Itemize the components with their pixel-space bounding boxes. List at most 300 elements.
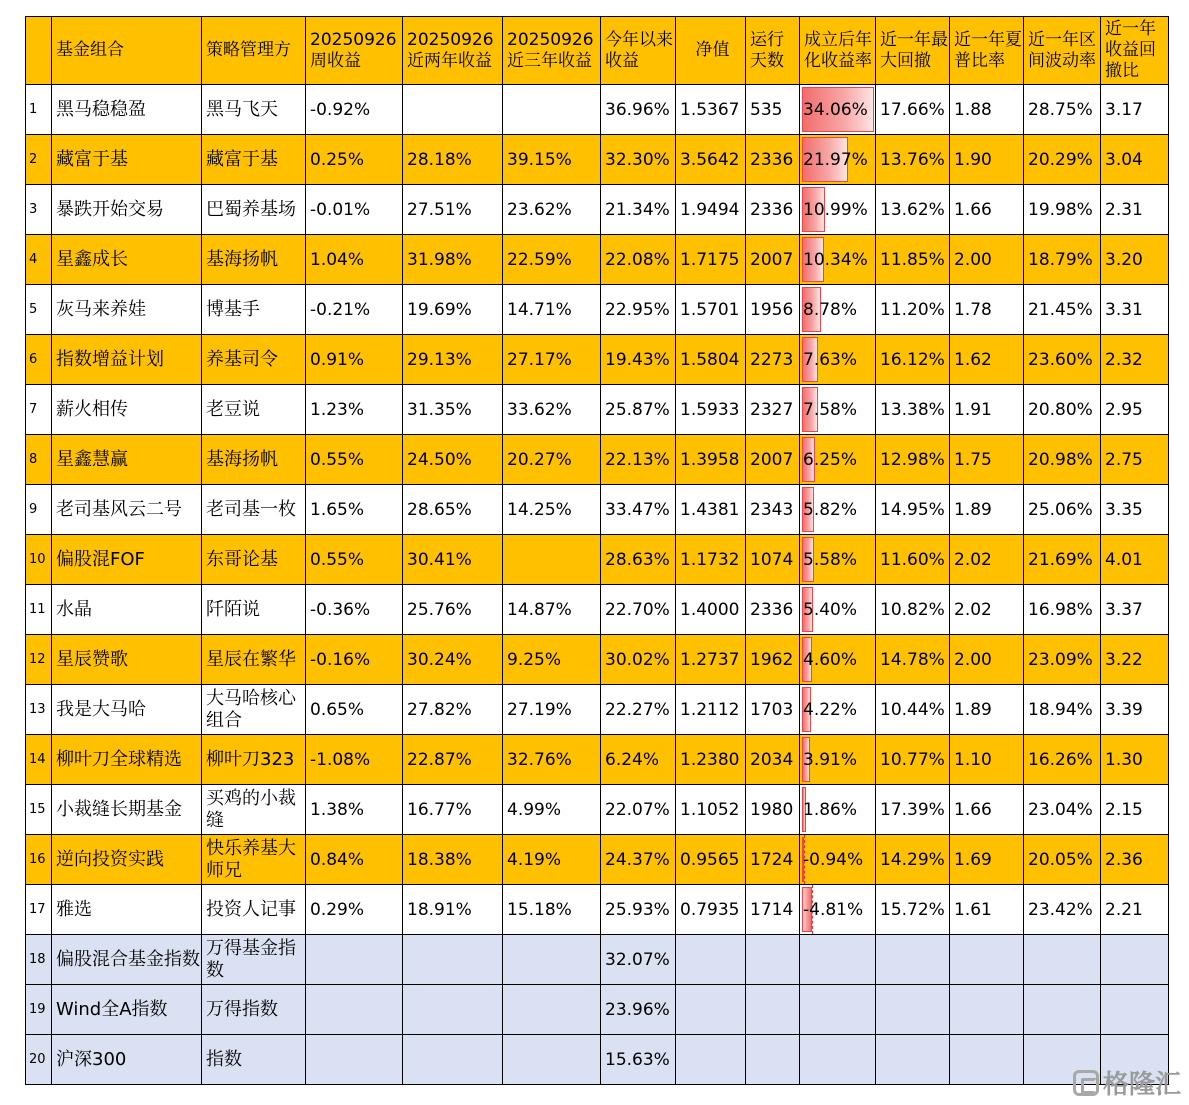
volatility-cell: 18.79% — [1024, 235, 1101, 285]
annualized-return-label: 5.40% — [803, 599, 858, 620]
week-return-cell: 1.65% — [306, 485, 403, 535]
manager-name-cell: 万得基金指数 — [202, 935, 306, 985]
sharpe-ratio-cell — [950, 1035, 1024, 1085]
week-return-cell: -1.08% — [306, 735, 403, 785]
portfolio-name-cell: 偏股混FOF — [52, 535, 202, 585]
running-days-cell: 1956 — [746, 285, 800, 335]
table-body — [26, 85, 1169, 1085]
portfolio-name-cell: 星辰赞歌 — [52, 635, 202, 685]
header-index — [26, 17, 52, 85]
two-year-return-cell: 29.13% — [403, 335, 503, 385]
sharpe-ratio-cell: 1.89 — [950, 485, 1024, 535]
three-year-return-cell: 14.25% — [503, 485, 601, 535]
manager-name-cell: 东哥论基 — [202, 535, 306, 585]
portfolio-name-cell: 薪火相传 — [52, 385, 202, 435]
max-drawdown-cell: 11.60% — [876, 535, 950, 585]
annualized-return-cell — [800, 385, 876, 435]
return-drawdown-ratio-cell: 3.22 — [1101, 635, 1169, 685]
max-drawdown-cell: 16.12% — [876, 335, 950, 385]
running-days-cell: 2034 — [746, 735, 800, 785]
header-week-return: 20250926 周收益 — [306, 17, 403, 85]
portfolio-name-cell: 老司基风云二号 — [52, 485, 202, 535]
sharpe-ratio-cell: 1.90 — [950, 135, 1024, 185]
sharpe-ratio-cell: 2.02 — [950, 585, 1024, 635]
nav-value-cell: 1.4381 — [676, 485, 746, 535]
return-drawdown-ratio-cell: 3.20 — [1101, 235, 1169, 285]
week-return-cell: 0.84% — [306, 835, 403, 885]
three-year-return-cell: 4.19% — [503, 835, 601, 885]
max-drawdown-cell — [876, 1035, 950, 1085]
two-year-return-cell — [403, 1035, 503, 1085]
ytd-return-cell: 22.27% — [601, 685, 676, 735]
nav-value-cell: 1.2112 — [676, 685, 746, 735]
week-return-cell: 1.38% — [306, 785, 403, 835]
sharpe-ratio-cell: 1.78 — [950, 285, 1024, 335]
max-drawdown-cell: 13.76% — [876, 135, 950, 185]
sharpe-ratio-cell: 1.75 — [950, 435, 1024, 485]
annualized-return-cell — [800, 435, 876, 485]
annualized-return-cell — [800, 635, 876, 685]
manager-name-cell: 基海扬帆 — [202, 235, 306, 285]
week-return-cell: 0.55% — [306, 435, 403, 485]
manager-name-cell: 大马哈核心组合 — [202, 685, 306, 735]
volatility-cell: 23.42% — [1024, 885, 1101, 935]
row-index: 15 — [26, 785, 52, 835]
return-drawdown-ratio-cell: 3.35 — [1101, 485, 1169, 535]
nav-value-cell: 0.9565 — [676, 835, 746, 885]
two-year-return-cell — [403, 985, 503, 1035]
three-year-return-cell: 20.27% — [503, 435, 601, 485]
return-drawdown-ratio-cell — [1101, 985, 1169, 1035]
annualized-return-label: 3.91% — [803, 749, 858, 770]
volatility-cell — [1024, 935, 1101, 985]
nav-value-cell: 1.5933 — [676, 385, 746, 435]
volatility-cell: 16.26% — [1024, 735, 1101, 785]
row-index: 5 — [26, 285, 52, 335]
manager-name-cell: 老豆说 — [202, 385, 306, 435]
three-year-return-cell: 39.15% — [503, 135, 601, 185]
annualized-return-cell — [800, 785, 876, 835]
return-drawdown-ratio-cell: 3.31 — [1101, 285, 1169, 335]
manager-name-cell: 买鸡的小裁缝 — [202, 785, 306, 835]
portfolio-name-cell: 逆向投资实践 — [52, 835, 202, 885]
two-year-return-cell — [403, 935, 503, 985]
portfolio-name-cell: 星鑫成长 — [52, 235, 202, 285]
table-row — [26, 485, 1169, 535]
annualized-return-label: 8.78% — [803, 299, 858, 320]
row-index: 3 — [26, 185, 52, 235]
return-drawdown-ratio-cell: 2.21 — [1101, 885, 1169, 935]
ytd-return-cell: 15.63% — [601, 1035, 676, 1085]
annualized-return-label: 7.58% — [803, 399, 858, 420]
three-year-return-cell: 9.25% — [503, 635, 601, 685]
three-year-return-cell: 32.76% — [503, 735, 601, 785]
row-index: 10 — [26, 535, 52, 585]
return-drawdown-ratio-cell: 2.15 — [1101, 785, 1169, 835]
nav-value-cell: 1.5701 — [676, 285, 746, 335]
ytd-return-cell: 32.07% — [601, 935, 676, 985]
manager-name-cell: 巴蜀养基场 — [202, 185, 306, 235]
volatility-cell: 23.04% — [1024, 785, 1101, 835]
nav-value-cell: 1.2380 — [676, 735, 746, 785]
volatility-cell — [1024, 985, 1101, 1035]
annualized-return-label: -0.94% — [803, 849, 864, 870]
running-days-cell: 1980 — [746, 785, 800, 835]
annualized-return-cell — [800, 285, 876, 335]
manager-name-cell: 指数 — [202, 1035, 306, 1085]
annualized-return-cell — [800, 885, 876, 935]
row-index: 4 — [26, 235, 52, 285]
running-days-cell: 2007 — [746, 435, 800, 485]
ytd-return-cell: 22.70% — [601, 585, 676, 635]
running-days-cell: 1703 — [746, 685, 800, 735]
week-return-cell — [306, 985, 403, 1035]
row-index: 8 — [26, 435, 52, 485]
annualized-return-label: 21.97% — [803, 149, 868, 170]
annualized-return-cell — [800, 235, 876, 285]
ytd-return-cell: 33.47% — [601, 485, 676, 535]
gelonghui-logo-icon — [1073, 1070, 1099, 1096]
max-drawdown-cell: 12.98% — [876, 435, 950, 485]
sharpe-ratio-cell: 1.91 — [950, 385, 1024, 435]
ytd-return-cell: 36.96% — [601, 85, 676, 135]
return-drawdown-ratio-cell: 1.30 — [1101, 735, 1169, 785]
portfolio-name-cell: 柳叶刀全球精选 — [52, 735, 202, 785]
week-return-cell: 0.65% — [306, 685, 403, 735]
manager-name-cell: 万得指数 — [202, 985, 306, 1035]
annualized-return-cell — [800, 835, 876, 885]
annualized-return-cell — [800, 1035, 876, 1085]
running-days-cell: 2336 — [746, 585, 800, 635]
ytd-return-cell: 19.43% — [601, 335, 676, 385]
table-row — [26, 535, 1169, 585]
portfolio-name-cell: 偏股混合基金指数 — [52, 935, 202, 985]
volatility-cell: 28.75% — [1024, 85, 1101, 135]
watermark — [1073, 1064, 1181, 1101]
annualized-return-cell — [800, 935, 876, 985]
ytd-return-cell: 22.08% — [601, 235, 676, 285]
portfolio-name-cell: 暴跌开始交易 — [52, 185, 202, 235]
max-drawdown-cell: 11.20% — [876, 285, 950, 335]
table-row — [26, 735, 1169, 785]
sharpe-ratio-cell: 1.89 — [950, 685, 1024, 735]
week-return-cell: -0.21% — [306, 285, 403, 335]
volatility-cell: 21.69% — [1024, 535, 1101, 585]
annualized-return-label: 5.58% — [803, 549, 858, 570]
portfolio-name-cell: 藏富于基 — [52, 135, 202, 185]
running-days-cell: 2273 — [746, 335, 800, 385]
max-drawdown-cell: 10.77% — [876, 735, 950, 785]
running-days-cell: 1962 — [746, 635, 800, 685]
two-year-return-cell: 27.51% — [403, 185, 503, 235]
return-drawdown-ratio-cell: 2.32 — [1101, 335, 1169, 385]
nav-value-cell: 1.3958 — [676, 435, 746, 485]
annualized-return-cell — [800, 85, 876, 135]
row-index: 2 — [26, 135, 52, 185]
table-row — [26, 85, 1169, 135]
max-drawdown-cell — [876, 935, 950, 985]
volatility-cell: 20.80% — [1024, 385, 1101, 435]
annualized-return-label: -4.81% — [803, 899, 864, 920]
max-drawdown-cell: 13.62% — [876, 185, 950, 235]
nav-value-cell — [676, 1035, 746, 1085]
table-row — [26, 1035, 1169, 1085]
table-row — [26, 985, 1169, 1035]
two-year-return-cell: 28.65% — [403, 485, 503, 535]
header-manager: 策略管理方 — [202, 17, 306, 85]
volatility-cell: 23.60% — [1024, 335, 1101, 385]
manager-name-cell: 快乐养基大师兄 — [202, 835, 306, 885]
table-row — [26, 585, 1169, 635]
ytd-return-cell: 21.34% — [601, 185, 676, 235]
row-index: 7 — [26, 385, 52, 435]
running-days-cell — [746, 1035, 800, 1085]
two-year-return-cell: 16.77% — [403, 785, 503, 835]
table-row — [26, 935, 1169, 985]
return-drawdown-ratio-cell: 2.75 — [1101, 435, 1169, 485]
max-drawdown-cell: 14.29% — [876, 835, 950, 885]
sharpe-ratio-cell: 1.10 — [950, 735, 1024, 785]
return-drawdown-ratio-cell: 3.37 — [1101, 585, 1169, 635]
volatility-cell: 20.05% — [1024, 835, 1101, 885]
header-annualized-return: 成立后年化收益率 — [800, 17, 876, 85]
ytd-return-cell: 22.07% — [601, 785, 676, 835]
header-running-days: 运行天数 — [746, 17, 800, 85]
volatility-cell: 16.98% — [1024, 585, 1101, 635]
manager-name-cell: 黑马飞天 — [202, 85, 306, 135]
max-drawdown-cell: 17.39% — [876, 785, 950, 835]
table-row — [26, 135, 1169, 185]
three-year-return-cell: 4.99% — [503, 785, 601, 835]
week-return-cell — [306, 935, 403, 985]
volatility-cell: 18.94% — [1024, 685, 1101, 735]
row-index: 17 — [26, 885, 52, 935]
nav-value-cell — [676, 935, 746, 985]
sharpe-ratio-cell: 1.61 — [950, 885, 1024, 935]
ytd-return-cell: 22.13% — [601, 435, 676, 485]
max-drawdown-cell: 14.95% — [876, 485, 950, 535]
table-row — [26, 635, 1169, 685]
week-return-cell: -0.36% — [306, 585, 403, 635]
week-return-cell: 0.55% — [306, 535, 403, 585]
volatility-cell: 20.29% — [1024, 135, 1101, 185]
portfolio-name-cell: 黑马稳稳盈 — [52, 85, 202, 135]
return-drawdown-ratio-cell: 3.04 — [1101, 135, 1169, 185]
manager-name-cell: 老司基一枚 — [202, 485, 306, 535]
portfolio-name-cell: 我是大马哈 — [52, 685, 202, 735]
table-row — [26, 435, 1169, 485]
three-year-return-cell: 15.18% — [503, 885, 601, 935]
nav-value-cell: 1.1052 — [676, 785, 746, 835]
annualized-return-label: 34.06% — [803, 99, 868, 120]
running-days-cell: 1074 — [746, 535, 800, 585]
table-row — [26, 335, 1169, 385]
sharpe-ratio-cell: 2.00 — [950, 635, 1024, 685]
running-days-cell — [746, 985, 800, 1035]
row-index: 9 — [26, 485, 52, 535]
sharpe-ratio-cell: 2.02 — [950, 535, 1024, 585]
table-row — [26, 785, 1169, 835]
manager-name-cell: 养基司令 — [202, 335, 306, 385]
header-max-drawdown: 近一年最大回撤 — [876, 17, 950, 85]
two-year-return-cell: 24.50% — [403, 435, 503, 485]
return-drawdown-ratio-cell: 3.39 — [1101, 685, 1169, 735]
running-days-cell: 2336 — [746, 185, 800, 235]
header-return-drawdown: 近一年收益回撤比 — [1101, 17, 1169, 85]
max-drawdown-cell: 11.85% — [876, 235, 950, 285]
row-index: 11 — [26, 585, 52, 635]
max-drawdown-cell: 17.66% — [876, 85, 950, 135]
running-days-cell: 2327 — [746, 385, 800, 435]
sharpe-ratio-cell: 1.66 — [950, 185, 1024, 235]
running-days-cell: 2336 — [746, 135, 800, 185]
nav-value-cell: 1.5367 — [676, 85, 746, 135]
max-drawdown-cell: 14.78% — [876, 635, 950, 685]
max-drawdown-cell: 10.82% — [876, 585, 950, 635]
three-year-return-cell: 33.62% — [503, 385, 601, 435]
week-return-cell: 0.29% — [306, 885, 403, 935]
table-row — [26, 285, 1169, 335]
portfolio-name-cell: 小裁缝长期基金 — [52, 785, 202, 835]
sharpe-ratio-cell: 1.62 — [950, 335, 1024, 385]
three-year-return-cell: 14.71% — [503, 285, 601, 335]
header-portfolio: 基金组合 — [52, 17, 202, 85]
two-year-return-cell: 27.82% — [403, 685, 503, 735]
sharpe-ratio-cell: 1.66 — [950, 785, 1024, 835]
ytd-return-cell: 25.93% — [601, 885, 676, 935]
annualized-return-cell — [800, 735, 876, 785]
annualized-return-label: 4.22% — [803, 699, 858, 720]
two-year-return-cell: 25.76% — [403, 585, 503, 635]
table-row — [26, 685, 1169, 735]
portfolio-name-cell: 指数增益计划 — [52, 335, 202, 385]
annualized-return-label: 5.82% — [803, 499, 858, 520]
volatility-cell: 25.06% — [1024, 485, 1101, 535]
row-index: 16 — [26, 835, 52, 885]
running-days-cell: 2343 — [746, 485, 800, 535]
header-volatility: 近一年区间波动率 — [1024, 17, 1101, 85]
portfolio-name-cell: 灰马来养娃 — [52, 285, 202, 335]
header-three-year-return: 20250926 近三年收益 — [503, 17, 601, 85]
two-year-return-cell — [403, 85, 503, 135]
volatility-cell: 23.09% — [1024, 635, 1101, 685]
return-drawdown-ratio-cell: 4.01 — [1101, 535, 1169, 585]
annualized-return-label: 10.99% — [803, 199, 868, 220]
week-return-cell: 1.23% — [306, 385, 403, 435]
sharpe-ratio-cell — [950, 985, 1024, 1035]
nav-value-cell: 0.7935 — [676, 885, 746, 935]
annualized-return-cell — [800, 535, 876, 585]
header-nav: 净值 — [676, 17, 746, 85]
table-row — [26, 235, 1169, 285]
manager-name-cell: 投资人记事 — [202, 885, 306, 935]
portfolio-name-cell: Wind全A指数 — [52, 985, 202, 1035]
manager-name-cell: 博基手 — [202, 285, 306, 335]
annualized-return-label: 1.86% — [803, 799, 858, 820]
ytd-return-cell: 24.37% — [601, 835, 676, 885]
row-index: 13 — [26, 685, 52, 735]
nav-value-cell: 3.5642 — [676, 135, 746, 185]
row-index: 6 — [26, 335, 52, 385]
three-year-return-cell — [503, 935, 601, 985]
header-sharpe: 近一年夏普比率 — [950, 17, 1024, 85]
return-drawdown-ratio-cell: 2.36 — [1101, 835, 1169, 885]
nav-value-cell: 1.2737 — [676, 635, 746, 685]
two-year-return-cell: 28.18% — [403, 135, 503, 185]
table-row — [26, 885, 1169, 935]
three-year-return-cell: 27.17% — [503, 335, 601, 385]
manager-name-cell: 柳叶刀323 — [202, 735, 306, 785]
ytd-return-cell: 23.96% — [601, 985, 676, 1035]
three-year-return-cell: 27.19% — [503, 685, 601, 735]
week-return-cell: 0.91% — [306, 335, 403, 385]
annualized-return-cell — [800, 485, 876, 535]
running-days-cell: 1714 — [746, 885, 800, 935]
two-year-return-cell: 31.98% — [403, 235, 503, 285]
row-index: 18 — [26, 935, 52, 985]
annualized-return-cell — [800, 185, 876, 235]
running-days-cell: 2007 — [746, 235, 800, 285]
header-two-year-return: 20250926 近两年收益 — [403, 17, 503, 85]
manager-name-cell: 星辰在繁华 — [202, 635, 306, 685]
row-index: 20 — [26, 1035, 52, 1085]
header-row — [26, 17, 1169, 85]
annualized-return-cell — [800, 585, 876, 635]
two-year-return-cell: 22.87% — [403, 735, 503, 785]
volatility-cell: 20.98% — [1024, 435, 1101, 485]
week-return-cell: 0.25% — [306, 135, 403, 185]
annualized-return-label: 6.25% — [803, 449, 858, 470]
volatility-cell: 21.45% — [1024, 285, 1101, 335]
fund-portfolio-table — [25, 16, 1169, 1085]
sharpe-ratio-cell: 2.00 — [950, 235, 1024, 285]
return-drawdown-ratio-cell: 3.17 — [1101, 85, 1169, 135]
running-days-cell — [746, 935, 800, 985]
return-drawdown-ratio-cell: 2.95 — [1101, 385, 1169, 435]
portfolio-name-cell: 沪深300 — [52, 1035, 202, 1085]
annualized-return-label: 7.63% — [803, 349, 858, 370]
annualized-return-cell — [800, 335, 876, 385]
nav-value-cell: 1.5804 — [676, 335, 746, 385]
three-year-return-cell — [503, 535, 601, 585]
nav-value-cell: 1.4000 — [676, 585, 746, 635]
annualized-return-label: 4.60% — [803, 649, 858, 670]
nav-value-cell — [676, 985, 746, 1035]
row-index: 19 — [26, 985, 52, 1035]
running-days-cell: 535 — [746, 85, 800, 135]
volatility-cell: 19.98% — [1024, 185, 1101, 235]
sharpe-ratio-cell: 1.88 — [950, 85, 1024, 135]
ytd-return-cell: 6.24% — [601, 735, 676, 785]
return-drawdown-ratio-cell — [1101, 935, 1169, 985]
ytd-return-cell: 22.95% — [601, 285, 676, 335]
annualized-return-cell — [800, 985, 876, 1035]
manager-name-cell: 阡陌说 — [202, 585, 306, 635]
two-year-return-cell: 30.24% — [403, 635, 503, 685]
table-row — [26, 835, 1169, 885]
three-year-return-cell: 23.62% — [503, 185, 601, 235]
ytd-return-cell: 25.87% — [601, 385, 676, 435]
ytd-return-cell: 30.02% — [601, 635, 676, 685]
two-year-return-cell: 18.91% — [403, 885, 503, 935]
nav-value-cell: 1.1732 — [676, 535, 746, 585]
manager-name-cell: 基海扬帆 — [202, 435, 306, 485]
week-return-cell: -0.92% — [306, 85, 403, 135]
three-year-return-cell — [503, 985, 601, 1035]
portfolio-name-cell: 星鑫慧赢 — [52, 435, 202, 485]
running-days-cell: 1724 — [746, 835, 800, 885]
three-year-return-cell: 14.87% — [503, 585, 601, 635]
